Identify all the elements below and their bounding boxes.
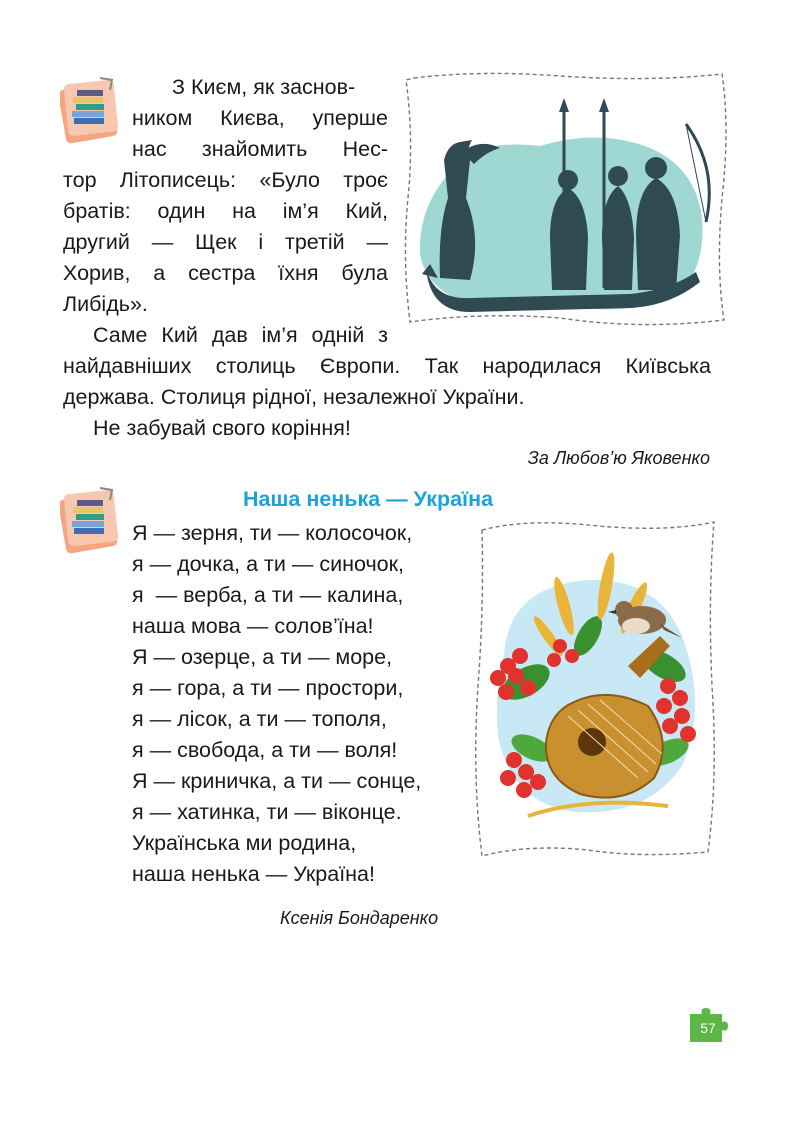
article-line: нас знайомить Нес- — [132, 137, 388, 161]
poem-line: я — гора, а ти — простори, — [132, 676, 404, 700]
page-number-badge — [686, 1006, 732, 1046]
article-line: братів: один на ім’я Кий, — [63, 199, 388, 223]
poem-line: Я — криничка, а ти — сонце, — [132, 769, 422, 793]
poem-body — [132, 518, 421, 890]
article-line: держава. Столиця рідної, незалежної України. — [63, 385, 525, 409]
poem-line: наша ненька — Україна! — [132, 862, 375, 886]
bandura-viburnum-wheat-illustration — [468, 516, 720, 867]
books-icon — [60, 484, 130, 559]
poem-title: Наша ненька — Україна — [243, 487, 494, 511]
poem-line: я — свобода, а ти — воля! — [132, 738, 398, 762]
article-line: Хорив, а сестра їхня була — [63, 261, 388, 285]
poem-line: я — лісок, а ти — тополя, — [132, 707, 387, 731]
poem-line: я — дочка, а ти — синочок, — [132, 552, 404, 576]
poem-author: Ксенія Бондаренко — [280, 908, 439, 928]
article-line: другий — Щек і третій — — [63, 230, 388, 254]
poem-line: я — хатинка, ти — віконце. — [132, 800, 402, 824]
poem-line: Українська ми родина, — [132, 831, 357, 855]
poem-line: наша мова — солов’їна! — [132, 614, 374, 638]
books-icon — [60, 74, 130, 149]
article-line: найдавніших столиць Європи. Так народилася Київська — [63, 354, 711, 378]
page-number: 57 — [700, 1020, 716, 1036]
article-line: тор Літописець: «Було троє — [63, 168, 388, 192]
article-line: Либідь». — [63, 292, 148, 316]
kyiv-founders-monument-illustration — [400, 68, 730, 335]
poem-line: я — верба, а ти — калина, — [132, 583, 404, 607]
article-paragraph-3: Не забувай свого коріння! — [93, 416, 351, 440]
poem-line: Я — зерня, ти — колосочок, — [132, 521, 413, 545]
article-line: Саме Кий дав ім’я одній з — [93, 323, 388, 347]
article-author: За Любов’ю Яковенко — [527, 448, 710, 468]
poem-line: Я — озерце, а ти — море, — [132, 645, 393, 669]
article-line: ником Києва, уперше — [132, 106, 388, 130]
article-line: З Києм, як заснов- — [172, 75, 356, 99]
